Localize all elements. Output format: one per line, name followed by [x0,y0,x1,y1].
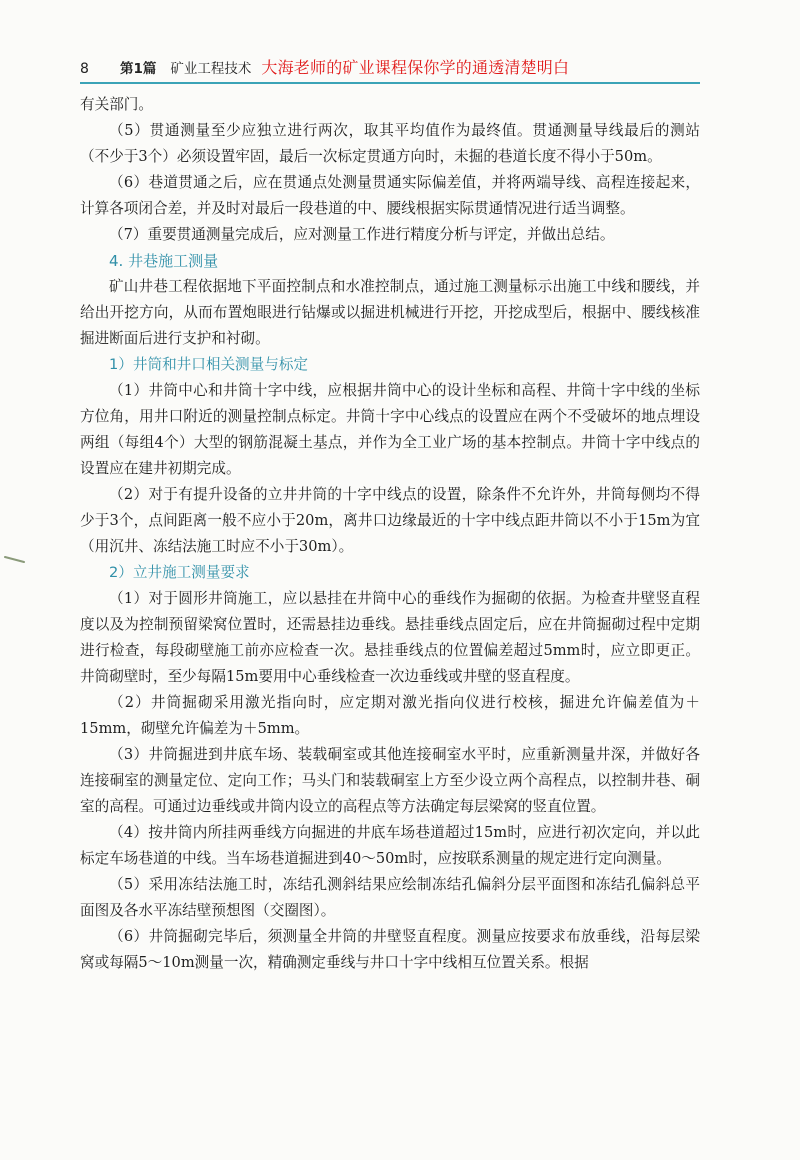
body-paragraph: （3）井筒掘进到井底车场、装载硐室或其他连接硐室水平时，应重新测量井深，并做好各连接硐室的测量定位、定向工作；马头门和装载硐室上方至少设立两个高程点，以控制井巷、硐室的高程。可通过边垂线或井筒内设立的高程点等方法确定每层梁窝的竖直位置。 [80,746,700,815]
page-number: 8 [80,61,89,77]
subsection-heading: 2）立井施工测量要求 [109,564,250,581]
body-paragraph: （5）贯通测量至少应独立进行两次，取其平均值作为最终值。贯通测量导线最后的测站（不少于3个）必须设置牢固，最后一次标定贯通方向时，未掘的巷道长度不得小于50m。 [80,122,700,165]
subsection-heading: 1）井筒和井口相关测量与标定 [109,356,309,373]
body-paragraph: （5）采用冻结法施工时，冻结孔测斜结果应绘制冻结孔偏斜分层平面图和冻结孔偏斜总平面图及各水平冻结壁预想图（交圈图）。 [80,876,700,919]
page-body [80,92,700,976]
body-paragraph: 有关部门。 [80,96,153,113]
section-heading: 4. 井巷施工测量 [109,252,219,270]
body-paragraph: （2）对于有提升设备的立井井筒的十字中线点的设置，除条件不允许外，井筒每侧均不得少于3个，点间距离一般不应小于20m，离井口边缘最近的十字中线点距井筒以不小于15m为宜（用沉井、冻结法施工时应不小于30m）。 [80,486,700,555]
margin-mark [4,554,26,564]
header-rule [80,82,700,84]
body-paragraph: （1）对于圆形井筒施工，应以悬挂在井筒中心的垂线作为掘砌的依据。为检查井壁竖直程度以及为控制预留梁窝位置时，还需悬挂边垂线。悬挂垂线点固定后，应在井筒掘砌过程中定期进行检查，每段砌壁施工前亦应检查一次。悬挂垂线点的位置偏差超过5mm时，应立即更正。井筒砌壁时，至少每隔15m要用中心垂线检查一次边垂线或井壁的竖直程度。 [80,590,700,685]
body-paragraph: （4）按井筒内所挂两垂线方向掘进的井底车场巷道超过15m时，应进行初次定向，并以此标定车场巷道的中线。当车场巷道掘进到40～50m时，应按联系测量的规定进行定向测量。 [80,824,700,867]
body-paragraph: （1）井筒中心和井筒十字中线，应根据井筒中心的设计坐标和高程、井筒十字中线的坐标方位角，用井口附近的测量控制点标定。井筒十字中心线点的设置应在两个不受破坏的地点埋设两组（每组4个）大型的钢筋混凝土基点，并作为全工业广场的基本控制点。井筒十字中线点的设置应在建井初期完成。 [80,382,700,477]
page-header [80,55,569,81]
body-paragraph: 矿山井巷工程依据地下平面控制点和水准控制点，通过施工测量标示出施工中线和腰线，并给出开挖方向，从而布置炮眼进行钻爆或以掘进机械进行开挖，开挖成型后，根据中、腰线核准掘进断面后进行支护和衬砌。 [80,278,700,347]
watermark-text: 大海老师的矿业课程保你学的通透清楚明白 [261,58,570,77]
section-title: 矿业工程技术 [170,61,252,77]
body-paragraph: （6）巷道贯通之后，应在贯通点处测量贯通实际偏差值，并将两端导线、高程连接起来，计算各项闭合差，并及时对最后一段巷道的中、腰线根据实际贯通情况进行适当调整。 [80,174,700,217]
chapter-label: 第1篇 [120,61,157,77]
body-paragraph: （2）井筒掘砌采用激光指向时，应定期对激光指向仪进行校核，掘进允许偏差值为＋15mm，砌壁允许偏差为＋5mm。 [80,694,700,737]
body-paragraph: （7）重要贯通测量完成后，应对测量工作进行精度分析与评定，并做出总结。 [109,226,615,243]
body-paragraph: （6）井筒掘砌完毕后，须测量全井筒的井壁竖直程度。测量应按要求布放垂线，沿每层梁窝或每隔5～10m测量一次，精确测定垂线与井口十字中线相互位置关系。根据 [80,928,700,971]
